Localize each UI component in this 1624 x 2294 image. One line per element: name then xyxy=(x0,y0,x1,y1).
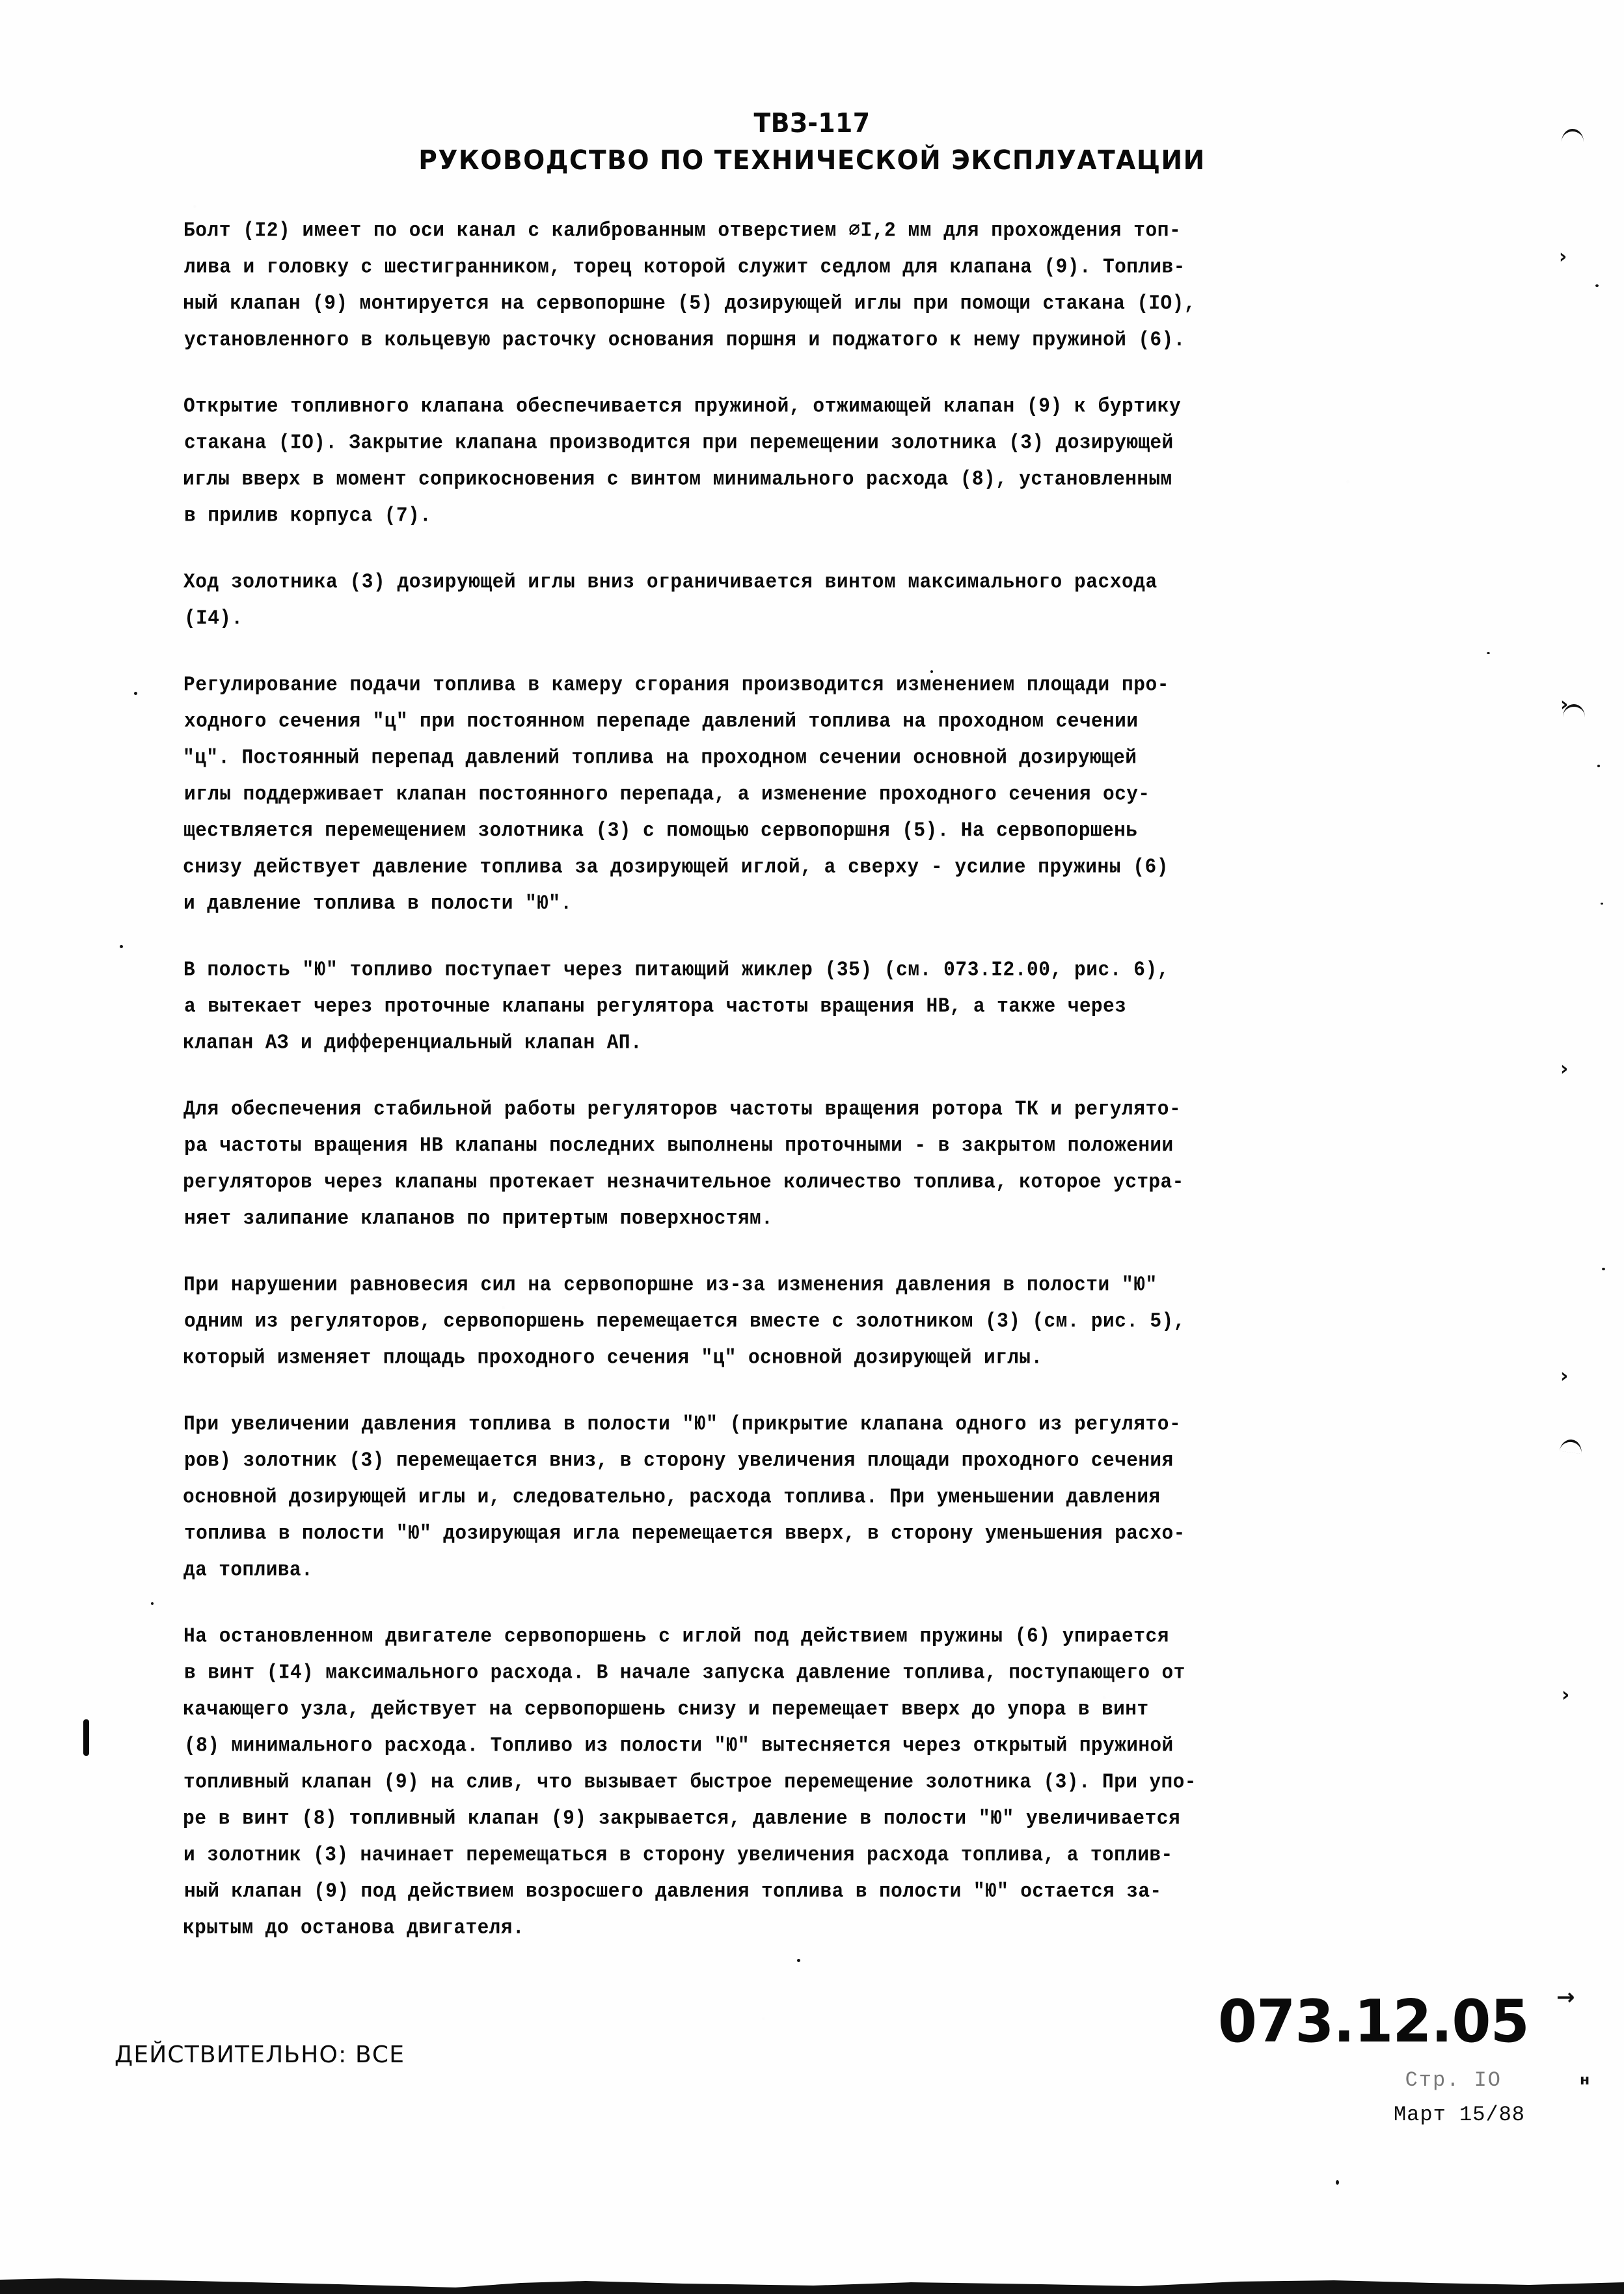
body-line: установленного в кольцевую расточку основания поршня и поджатого к нему пружиной (6). xyxy=(184,327,1185,352)
margin-arrow-mark-3: › xyxy=(1560,1058,1569,1080)
scan-speck-2 xyxy=(1487,652,1490,654)
effectivity-label: ДЕЙСТВИТЕЛЬНО: ВСЕ xyxy=(115,2041,405,2068)
body-line: крытым до останова двигателя. xyxy=(183,1915,524,1940)
scan-speck-11 xyxy=(1336,2180,1339,2185)
issue-date-label: Март 15/88 xyxy=(1393,2103,1525,2127)
manual-title: РУКОВОДСТВО ПО ТЕХНИЧЕСКОЙ ЭКСПЛУАТАЦИИ xyxy=(418,144,1206,176)
body-line: ра частоты вращения НВ клапаны последних выполнены проточными - в закрытом положении xyxy=(184,1133,1174,1158)
page-number-label: Стр. IO xyxy=(1405,2068,1502,2092)
body-line: качающего узла, действует на сервопоршень снизу и перемещает вверх до упора в винт xyxy=(183,1697,1149,1721)
margin-arrow-mark-5: › xyxy=(1562,1684,1570,1706)
body-line: Для обеспечения стабильной работы регуляторов частоты вращения ротора ТК и регулято- xyxy=(183,1097,1182,1121)
body-line: стакана (IO). Закрытие клапана производится при перемещении золотника (3) дозирующей xyxy=(184,430,1174,455)
body-line: При нарушении равновесия сил на сервопоршне из-за изменения давления в полости "Ю" xyxy=(183,1272,1157,1297)
body-line: который изменяет площадь проходного сечения "ц" основной дозирующей иглы. xyxy=(183,1345,1043,1370)
document-body xyxy=(183,212,1459,1946)
margin-arc-mark-3 xyxy=(1560,1438,1583,1454)
body-line: в прилив корпуса (7). xyxy=(184,503,432,528)
body-paragraph xyxy=(183,951,1459,1061)
body-line: клапан АЗ и дифференциальный клапан АП. xyxy=(183,1030,643,1055)
body-paragraph xyxy=(183,212,1459,358)
body-line: в винт (I4) максимального расхода. В начале запуска давление топлива, поступающего от xyxy=(184,1660,1185,1685)
body-line: ров) золотник (3) перемещается вниз, в сторону увеличения площади проходного сечения xyxy=(184,1448,1174,1473)
left-change-bar xyxy=(83,1719,89,1756)
footer-right-block xyxy=(1205,1987,1529,2127)
body-line: и золотник (3) начинает перемещаться в сторону увеличения расхода топлива, а топлив- xyxy=(183,1842,1173,1867)
body-line: Ход золотника (3) дозирующей иглы вниз ограничивается винтом максимального расхода xyxy=(183,569,1157,594)
scan-speck-9 xyxy=(797,1959,800,1962)
body-line: топлива в полости "Ю" дозирующая игла перемещается вверх, в сторону уменьшения расхо- xyxy=(184,1521,1185,1546)
margin-arrow-mark-4: › xyxy=(1560,1365,1569,1387)
body-line: ре в винт (8) топливный клапан (9) закрывается, давление в полости "Ю" увеличивается xyxy=(183,1806,1181,1831)
body-line: (8) минимального расхода. Топливо из полости "Ю" вытесняется через открытый пружиной xyxy=(184,1733,1174,1758)
scan-speck-5 xyxy=(1602,1268,1605,1270)
document-model-title: ТВЗ-117 xyxy=(753,107,871,139)
margin-tick-mark-bottom: н xyxy=(1580,2072,1590,2088)
body-line: Регулирование подачи топлива в камеру сгорания производится изменением площади про- xyxy=(183,672,1169,697)
scan-speck-4 xyxy=(1601,903,1603,905)
body-line: При увеличении давления топлива в полости "Ю" (прикрытие клапана одного из регулято- xyxy=(183,1412,1182,1436)
margin-arrow-mark-2: › xyxy=(1560,693,1569,716)
body-paragraph xyxy=(183,666,1459,922)
scan-speck-8 xyxy=(151,1602,154,1605)
body-line: иглы вверх в момент соприкосновения с винтом минимального расхода (8), установленным xyxy=(183,467,1172,491)
body-line: Болт (I2) имеет по оси канал с калиброванным отверстием ∅I,2 мм для прохождения топ- xyxy=(183,218,1182,243)
body-line: лива и головку с шестигранником, торец которой служит седлом для клапана (9). Топлив- xyxy=(184,254,1185,279)
body-paragraph xyxy=(183,1406,1459,1588)
margin-arrow-mark-6: → xyxy=(1556,1984,1575,2010)
body-paragraph xyxy=(183,564,1459,636)
body-line: (I4). xyxy=(184,606,243,631)
body-line: ный клапан (9) под действием возросшего давления топлива в полости "Ю" остается за- xyxy=(184,1879,1162,1904)
page-header xyxy=(0,109,1624,174)
document-number: 073.12.05 xyxy=(1218,1987,1529,2056)
body-line: основной дозирующей иглы и, следовательно, расхода топлива. При уменьшении давления xyxy=(183,1484,1161,1509)
body-line: а вытекает через проточные клапаны регулятора частоты вращения НВ, а также через xyxy=(184,994,1127,1018)
body-paragraph xyxy=(183,1091,1459,1236)
body-line: В полость "Ю" топливо поступает через питающий жиклер (35) (см. 073.I2.00, рис. 6), xyxy=(183,957,1169,982)
body-line: няет залипание клапанов по притертым поверхностям. xyxy=(184,1206,774,1231)
body-line: Открытие топливного клапана обеспечивается пружиной, отжимающей клапан (9) к буртику xyxy=(183,394,1182,418)
body-line: топливный клапан (9) на слив, что вызывает быстрое перемещение золотника (3). При упо- xyxy=(183,1769,1197,1794)
scan-speck-3 xyxy=(1597,765,1600,767)
body-paragraph xyxy=(183,1266,1459,1376)
body-line: одним из регуляторов, сервопоршень перемещается вместе с золотником (3) (см. рис. 5), xyxy=(184,1309,1185,1333)
body-line: снизу действует давление топлива за дозирующей иглой, а сверху - усилие пружины (6) xyxy=(183,854,1169,879)
scan-speck-1 xyxy=(1595,284,1599,287)
body-line: На остановленном двигателе сервопоршень с иглой под действием пружины (6) упирается xyxy=(183,1624,1169,1648)
margin-arrow-mark-1: › xyxy=(1559,245,1567,268)
body-line: да топлива. xyxy=(183,1557,314,1582)
body-line: ходного сечения "ц" при постоянном перепаде давлений топлива на проходном сечении xyxy=(184,709,1139,733)
body-line: регуляторов через клапаны протекает незначительное количество топлива, которое устра- xyxy=(183,1169,1184,1194)
scan-speck-6 xyxy=(134,692,137,695)
body-line: ный клапан (9) монтируется на сервопоршне (5) дозирующей иглы при помощи стакана (IO), xyxy=(183,291,1196,316)
body-paragraph xyxy=(183,388,1459,534)
scan-speck-10 xyxy=(930,670,933,673)
body-line: ществляется перемещением золотника (3) с помощью сервопоршня (5). На сервопоршень xyxy=(183,818,1138,843)
scan-edge-shape xyxy=(0,2248,1624,2294)
scan-speck-7 xyxy=(120,945,123,948)
body-line: и давление топлива в полости "Ю". xyxy=(183,891,573,916)
scan-bottom-edge xyxy=(0,2248,1624,2294)
body-line: "ц". Постоянный перепад давлений топлива на проходном сечении основной дозирующей xyxy=(183,745,1137,770)
body-paragraph xyxy=(183,1618,1459,1946)
body-line: иглы поддерживает клапан постоянного перепада, а изменение проходного сечения осу- xyxy=(184,782,1150,806)
